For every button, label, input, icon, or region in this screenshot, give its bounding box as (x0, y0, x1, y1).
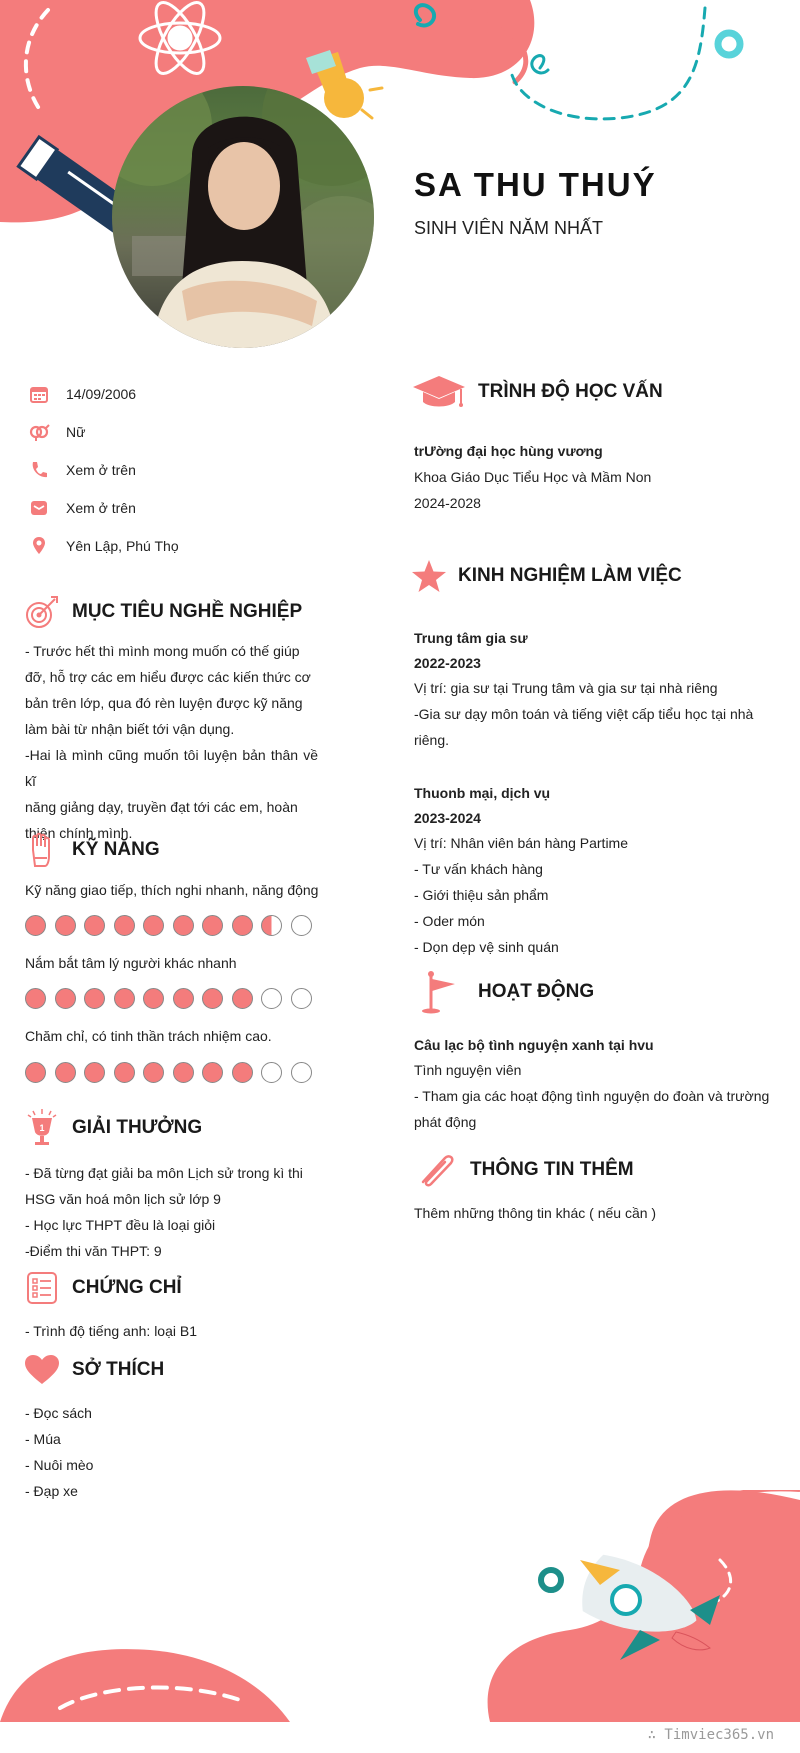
awards-header (22, 1108, 202, 1148)
job-detail-line: Vị trí: gia sư tại Trung tâm và gia sư tại nhà riêng (414, 680, 718, 696)
rating-dot (114, 1062, 135, 1083)
rating-dot (143, 988, 164, 1009)
certificates-header (22, 1268, 182, 1308)
star-icon (410, 556, 448, 596)
awards-title: GIẢI THƯỞNG (72, 1117, 203, 1138)
skill-rating (25, 915, 320, 937)
email-icon (28, 497, 50, 519)
rating-dot (291, 1062, 312, 1083)
job-detail-line: - Oder món (414, 913, 485, 929)
phone-value: Xem ở trên (66, 462, 136, 478)
watermark (648, 1727, 774, 1743)
objective-line: năng giảng dạy, truyền đạt tới các em, hoàn (25, 799, 298, 815)
rating-dot (232, 915, 253, 936)
birthdate-value: 14/09/2006 (66, 386, 137, 402)
calendar-icon (28, 383, 50, 405)
job-company: Trung tâm gia sư (414, 630, 528, 646)
rating-dot (114, 915, 135, 936)
job-detail-line: Vị trí: Nhân viên bán hàng Partime (414, 835, 629, 851)
rating-dot (25, 1062, 46, 1083)
faculty-name: Khoa Giáo Dục Tiểu Học và Mầm Non (414, 469, 652, 485)
awards-text (25, 1160, 318, 1264)
skill-label: Nắm bắt tâm lý người khác nhanh (25, 955, 237, 971)
rating-dot (173, 988, 194, 1009)
rating-dot (232, 988, 253, 1009)
hobbies-list (25, 1400, 325, 1504)
rating-dot (84, 915, 105, 936)
contact-birthdate (28, 383, 358, 405)
rating-dot (261, 1062, 282, 1083)
education-years: 2024-2028 (414, 495, 481, 511)
objective-header (22, 592, 302, 632)
activity-line: phát động (414, 1114, 477, 1130)
contact-phone (28, 459, 358, 481)
trophy-icon (22, 1108, 62, 1148)
job-detail-line: - Tư vấn khách hàng (414, 861, 543, 877)
skill-rating (25, 988, 320, 1010)
hobby-item: - Múa (25, 1431, 61, 1447)
address-value: Yên Lập, Phú Thọ (66, 538, 179, 554)
hobbies-title: SỞ THÍCH (72, 1359, 165, 1380)
rating-dot (114, 988, 135, 1009)
certificates-title: CHỨNG CHỈ (72, 1277, 182, 1298)
contact-address (28, 535, 358, 557)
extra-info-text: Thêm những thông tin khác ( nếu cần ) (414, 1205, 657, 1221)
certificate-line: - Trình độ tiếng anh: loại B1 (25, 1323, 197, 1339)
watermark-logo-icon: ∴ (647, 1727, 665, 1743)
rating-dot (173, 915, 194, 936)
award-line: -Điểm thi văn THPT: 9 (25, 1243, 162, 1259)
objective-line: - Trước hết thì mình mong muốn có thế giúp (25, 643, 300, 659)
objective-line: thiện chính mình. (25, 825, 133, 841)
skill-label: Kỹ năng giao tiếp, thích nghi nhanh, năng động (25, 882, 319, 898)
education-title: TRÌNH ĐỘ HỌC VẤN (478, 381, 663, 402)
contact-gender (28, 421, 358, 443)
rating-dot (25, 988, 46, 1009)
gender-value: Nữ (66, 424, 86, 440)
skills-title: KỸ NĂNG (72, 839, 160, 860)
paperclip-icon (414, 1150, 460, 1190)
objective-line: -Hai là mình cũng muốn tôi luyện bản thân về kĩ (25, 747, 318, 789)
gender-icon (28, 421, 50, 443)
rating-dot (291, 988, 312, 1009)
rating-dot (261, 915, 282, 936)
skill-label: Chăm chỉ, có tinh thần trách nhiệm cao. (25, 1028, 272, 1044)
rating-dot (291, 915, 312, 936)
job-detail-line: -Gia sư dạy môn toán và tiếng việt cấp tiểu học tại nhà (414, 706, 754, 722)
experience-title: KINH NGHIỆM LÀM VIỆC (458, 565, 682, 586)
job-detail-line: - Dọn dẹp vệ sinh quán (414, 939, 559, 955)
award-line: - Đã từng đạt giải ba môn Lịch sử trong kì thi (25, 1165, 303, 1181)
hobby-item: - Đạp xe (25, 1483, 78, 1499)
experience-header (410, 556, 682, 596)
activity-line: - Tham gia các hoạt động tình nguyện do đoàn và trường (414, 1088, 770, 1104)
objective-line: làm bài từ nhận biết tới vận dụng. (25, 721, 235, 737)
activities-title: HOẠT ĐỘNG (478, 981, 595, 1002)
candidate-role: SINH VIÊN NĂM NHẤT (414, 218, 604, 238)
rating-dot (143, 915, 164, 936)
rating-dot (173, 1062, 194, 1083)
school-name: trƯờng đại học hùng vương (414, 443, 603, 459)
objective-line: bản trên lớp, qua đó rèn luyện được kỹ năng (25, 695, 303, 711)
flag-icon (418, 972, 468, 1012)
heart-icon (22, 1350, 62, 1390)
rating-dot (55, 988, 76, 1009)
job-details (414, 675, 774, 753)
activities-header (418, 972, 594, 1012)
hobby-item: - Đọc sách (25, 1405, 92, 1421)
target-icon (22, 592, 62, 632)
objective-text (25, 638, 318, 846)
rating-dot (25, 915, 46, 936)
hand-icon (22, 830, 62, 870)
location-pin-icon (28, 535, 50, 557)
rating-dot (143, 1062, 164, 1083)
hobbies-header (22, 1350, 164, 1390)
rating-dot (55, 1062, 76, 1083)
extra-info-header (414, 1150, 634, 1190)
job-company: Thuonb mại, dịch vụ (414, 785, 551, 801)
objective-line: đỡ, hỗ trợ các em hiểu được các kiến thức cơ (25, 669, 311, 685)
svg-text:1: 1 (39, 1123, 45, 1133)
profile-photo (112, 86, 374, 348)
rating-dot (202, 1062, 223, 1083)
footer-decoration (0, 1490, 800, 1753)
rating-dot (202, 915, 223, 936)
rating-dot (202, 988, 223, 1009)
rating-dot (84, 988, 105, 1009)
skills-header (22, 830, 160, 870)
objective-title: MỤC TIÊU NGHỀ NGHIỆP (72, 601, 303, 622)
checklist-icon (22, 1268, 62, 1308)
rating-dot (84, 1062, 105, 1083)
phone-icon (28, 459, 50, 481)
job-detail-line: riêng. (414, 732, 450, 748)
hobby-item: - Nuôi mèo (25, 1457, 94, 1473)
job-period: 2022-2023 (414, 655, 481, 671)
candidate-name: SA THU THUÝ (414, 166, 657, 203)
activity-org: Câu lạc bộ tình nguyện xanh tại hvu (414, 1037, 654, 1053)
award-line: - Học lực THPT đều là loại giỏi (25, 1217, 216, 1233)
job-period: 2023-2024 (414, 810, 481, 826)
rating-dot (55, 915, 76, 936)
job-detail-line: - Giới thiệu sản phẩm (414, 887, 549, 903)
email-value: Xem ở trên (66, 500, 136, 516)
award-line: HSG văn hoá môn lịch sử lớp 9 (25, 1191, 221, 1207)
rating-dot (232, 1062, 253, 1083)
education-header (410, 372, 663, 412)
activity-line: Tình nguyện viên (414, 1062, 522, 1078)
contact-email (28, 497, 358, 519)
job-details (414, 830, 774, 960)
rating-dot (261, 988, 282, 1009)
skill-rating (25, 1062, 320, 1084)
watermark-text: Timviec365.vn (664, 1727, 774, 1743)
graduation-cap-icon (410, 372, 468, 412)
activity-details (414, 1057, 774, 1135)
extra-info-title: THÔNG TIN THÊM (470, 1159, 634, 1180)
